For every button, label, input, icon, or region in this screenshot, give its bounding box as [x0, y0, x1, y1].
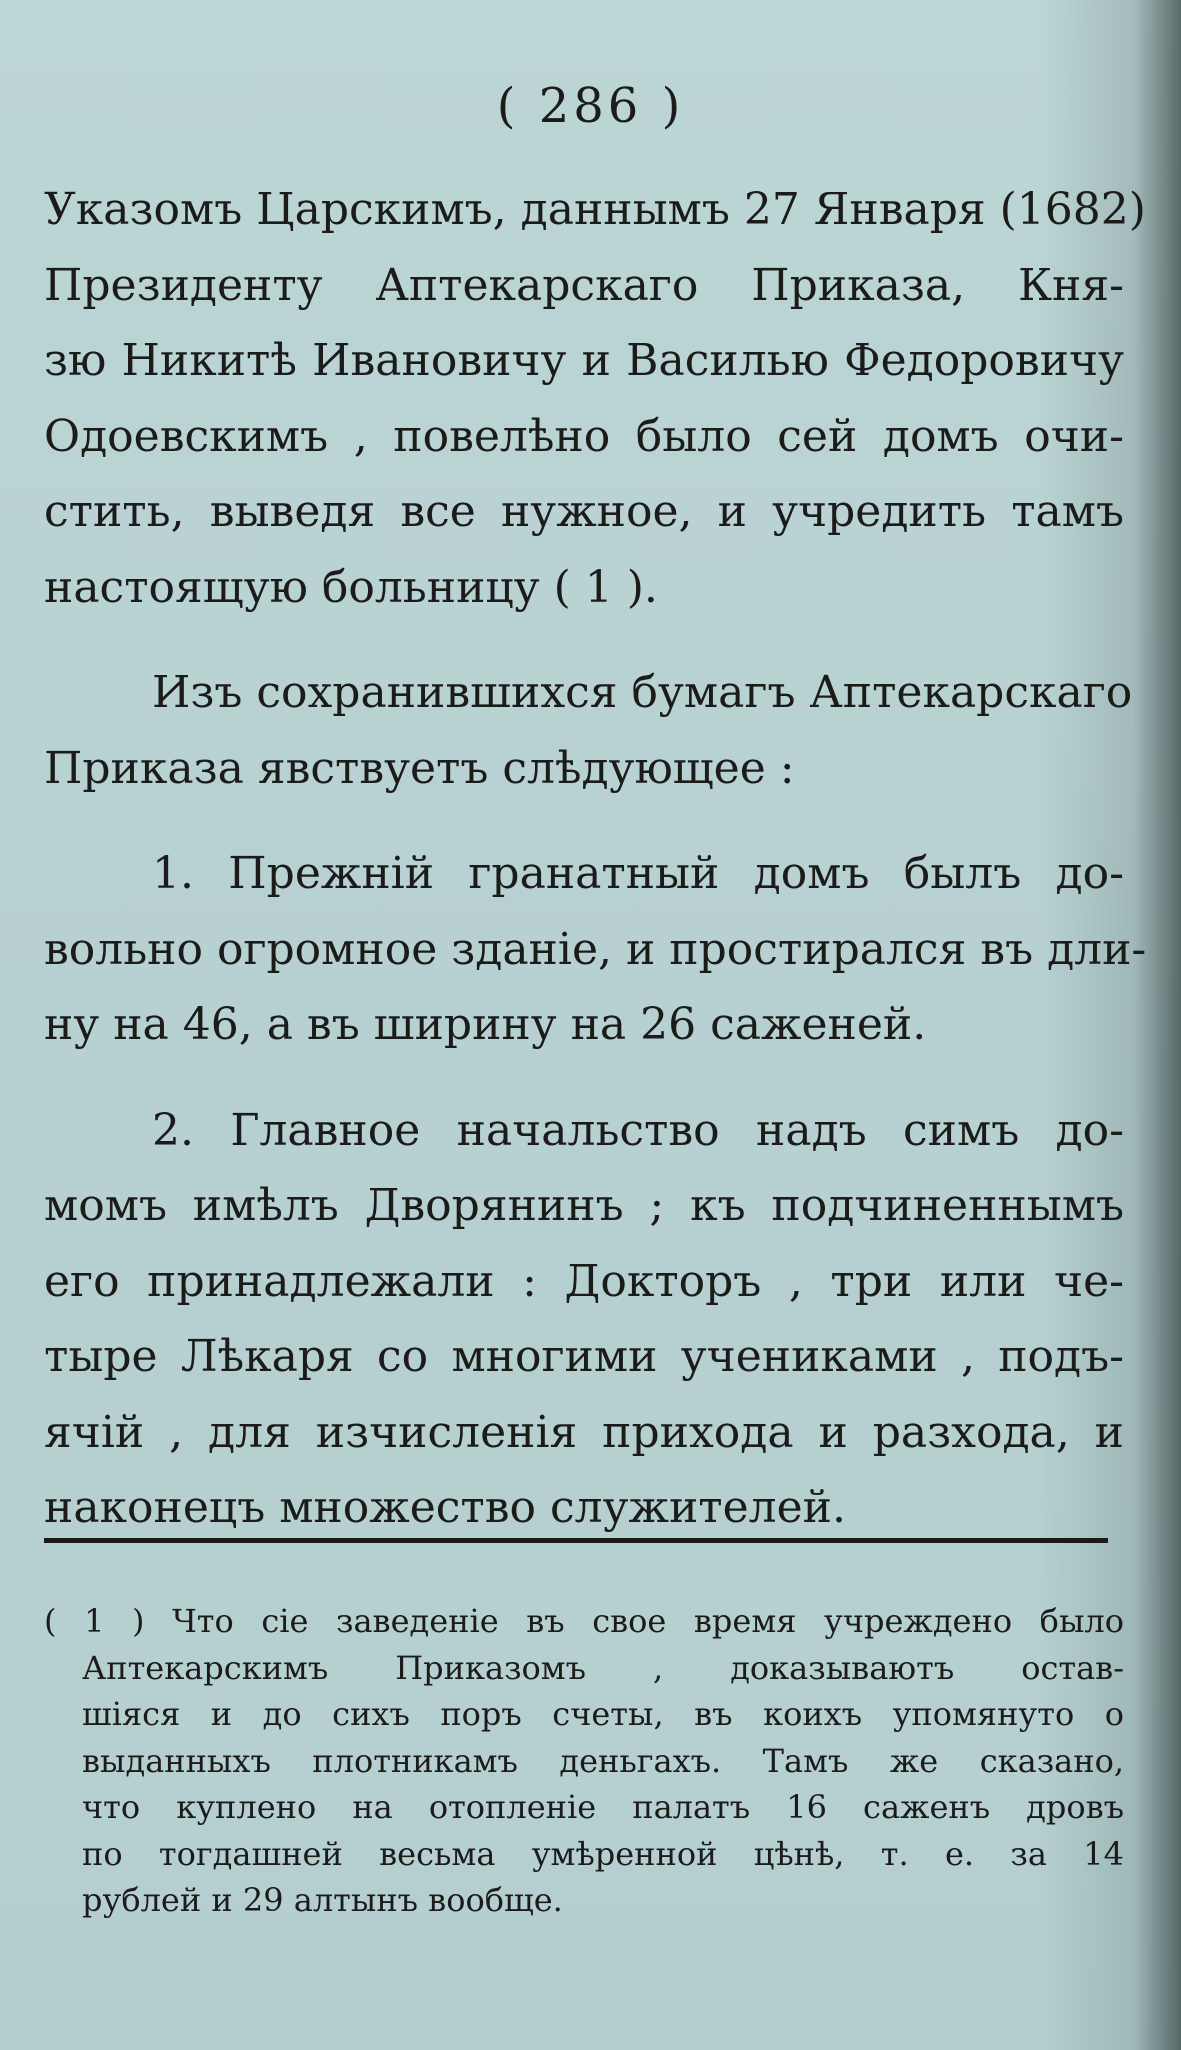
paragraph-2	[44, 655, 1133, 806]
text-line: 1. Прежній гранатный домъ былъ до-	[152, 848, 1124, 899]
text-line: Президенту Аптекарскаго Приказа, Кня-	[44, 259, 1124, 311]
footnote-line: что куплено на отопленіе палатъ 16 саженъ дровъ	[82, 1788, 1124, 1826]
text-line: наконецъ множество служителей.	[44, 1482, 846, 1533]
text-line: настоящую больницу ( 1 ).	[44, 561, 658, 613]
text-line: Одоевскимъ , повелѣно было сей домъ очи-	[44, 410, 1124, 462]
paragraph-4	[44, 1093, 1124, 1546]
text-line: его принадлежали : Докторъ , три или че-	[44, 1255, 1124, 1307]
footnote-divider	[44, 1538, 1108, 1543]
footnote-line: по тогдашней весьма умѣренной цѣнѣ, т. е. за 14	[82, 1834, 1124, 1873]
text-line: 2. Главное начальство надъ симъ до-	[152, 1104, 1124, 1156]
text-line: вольно огромное зданіе, и простирался въ дли-	[44, 923, 1147, 975]
footnote-line: шіяся и до сихъ поръ счеты, въ коихъ упомянуто о	[82, 1695, 1124, 1733]
paragraph-1	[44, 172, 1146, 625]
text-line: ну на 46, а въ ширину на 26 саженей.	[44, 999, 927, 1050]
main-text	[44, 172, 1147, 1546]
paragraph-gap	[44, 1063, 1124, 1093]
paragraph-3	[44, 836, 1147, 1063]
page-number: ( 286 )	[496, 78, 685, 134]
text-line: стить, выведя все нужное, и учредить тамъ	[44, 486, 1124, 537]
text-line: ячій , для изчисленія прихода и разхода, и	[44, 1406, 1124, 1458]
paragraph-gap	[44, 806, 1124, 836]
footnote-line: выданныхъ плотникамъ деньгахъ. Тамъ же сказано,	[82, 1741, 1124, 1780]
paragraph-gap	[44, 625, 1124, 655]
text-line: Изъ сохранившихся бумагъ Аптекарскаго	[152, 667, 1133, 718]
text-line: тыре Лѣкаря со многими учениками , подъ-	[44, 1331, 1124, 1382]
text-line: зю Никитѣ Ивановичу и Василью Федоровичу	[44, 335, 1124, 386]
text-line: Приказа явствуетъ слѣдующее :	[44, 742, 795, 794]
footnote-line: рублей и 29 алтынъ вообще.	[82, 1881, 563, 1919]
text-line: Указомъ Царскимъ, даннымъ 27 Января (1682)	[44, 184, 1146, 235]
footnote-line: Аптекарскимъ Приказомъ , доказываютъ остав-	[82, 1648, 1124, 1687]
footnote-line: ( 1 ) Что сіе заведеніе въ свое время учреждено было	[44, 1602, 1124, 1640]
text-line: момъ имѣлъ Дворянинъ ; къ подчиненнымъ	[44, 1180, 1124, 1231]
footnote	[44, 1598, 1124, 1924]
